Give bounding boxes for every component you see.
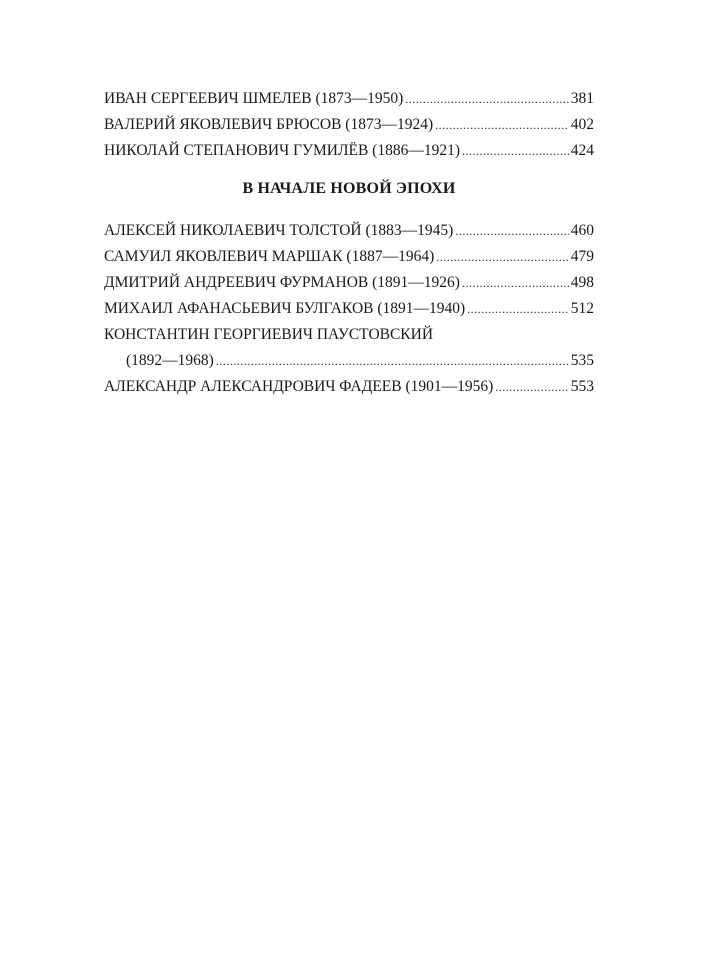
- toc-entry: [104, 296, 594, 322]
- dot-leader: [455, 218, 568, 244]
- dot-leader: [462, 138, 569, 164]
- toc-entry-page: 553: [570, 378, 594, 395]
- dot-leader: [462, 270, 569, 296]
- dot-leader: [435, 112, 569, 138]
- toc-entry-title: КОНСТАНТИН ГЕОРГИЕВИЧ ПАУСТОВСКИЙ: [104, 326, 434, 343]
- toc-entry-dates: (1892—1968): [126, 352, 214, 369]
- toc-entry-title: МИХАИЛ АФАНАСЬЕВИЧ БУЛГАКОВ (1891—1940): [104, 300, 466, 317]
- dot-leader: [405, 86, 568, 112]
- toc-entry: [104, 244, 594, 270]
- toc-entry-title: АЛЕКСАНДР АЛЕКСАНДРОВИЧ ФАДЕЕВ (1901—1956): [104, 378, 494, 395]
- section-heading: В НАЧАЛЕ НОВОЙ ЭПОХИ: [242, 180, 456, 197]
- toc-entry: [104, 86, 594, 112]
- toc-entry-title: ВАЛЕРИЙ ЯКОВЛЕВИЧ БРЮСОВ (1873—1924): [104, 116, 434, 133]
- toc-entry: [104, 138, 594, 164]
- dot-leader: [467, 296, 569, 322]
- toc-entry: [104, 374, 594, 400]
- toc-entry-title: АЛЕКСЕЙ НИКОЛАЕВИЧ ТОЛСТОЙ (1883—1945): [104, 222, 454, 239]
- toc-entry-page: 479: [570, 248, 594, 265]
- dot-leader: [495, 374, 568, 400]
- toc-entry-multiline: [104, 322, 594, 374]
- toc-entry-page: 381: [570, 90, 594, 107]
- toc-entry-page: 512: [570, 300, 594, 317]
- toc-entry-page: 460: [570, 222, 594, 239]
- toc-entry-page: 498: [570, 274, 594, 291]
- toc-entry-title: ДМИТРИЙ АНДРЕЕВИЧ ФУРМАНОВ (1891—1926): [104, 274, 460, 291]
- dot-leader: [436, 244, 568, 270]
- toc-list-top: [104, 86, 594, 164]
- toc-entry-page: 424: [570, 142, 594, 159]
- toc-entry-page: 402: [570, 116, 594, 133]
- toc-entry: [104, 270, 594, 296]
- toc-entry-title: ИВАН СЕРГЕЕВИЧ ШМЕЛЕВ (1873—1950): [104, 90, 404, 107]
- toc-entry-continuation: [104, 348, 594, 374]
- toc-entry-title: НИКОЛАЙ СТЕПАНОВИЧ ГУМИЛЁВ (1886—1921): [104, 142, 460, 159]
- toc-entry: [104, 112, 594, 138]
- toc-entry-page: 535: [570, 352, 594, 369]
- dot-leader: [216, 348, 569, 374]
- toc-entry: [104, 218, 594, 244]
- toc-list-bottom: [104, 218, 594, 400]
- toc-entry-title: САМУИЛ ЯКОВЛЕВИЧ МАРШАК (1887—1964): [104, 248, 435, 265]
